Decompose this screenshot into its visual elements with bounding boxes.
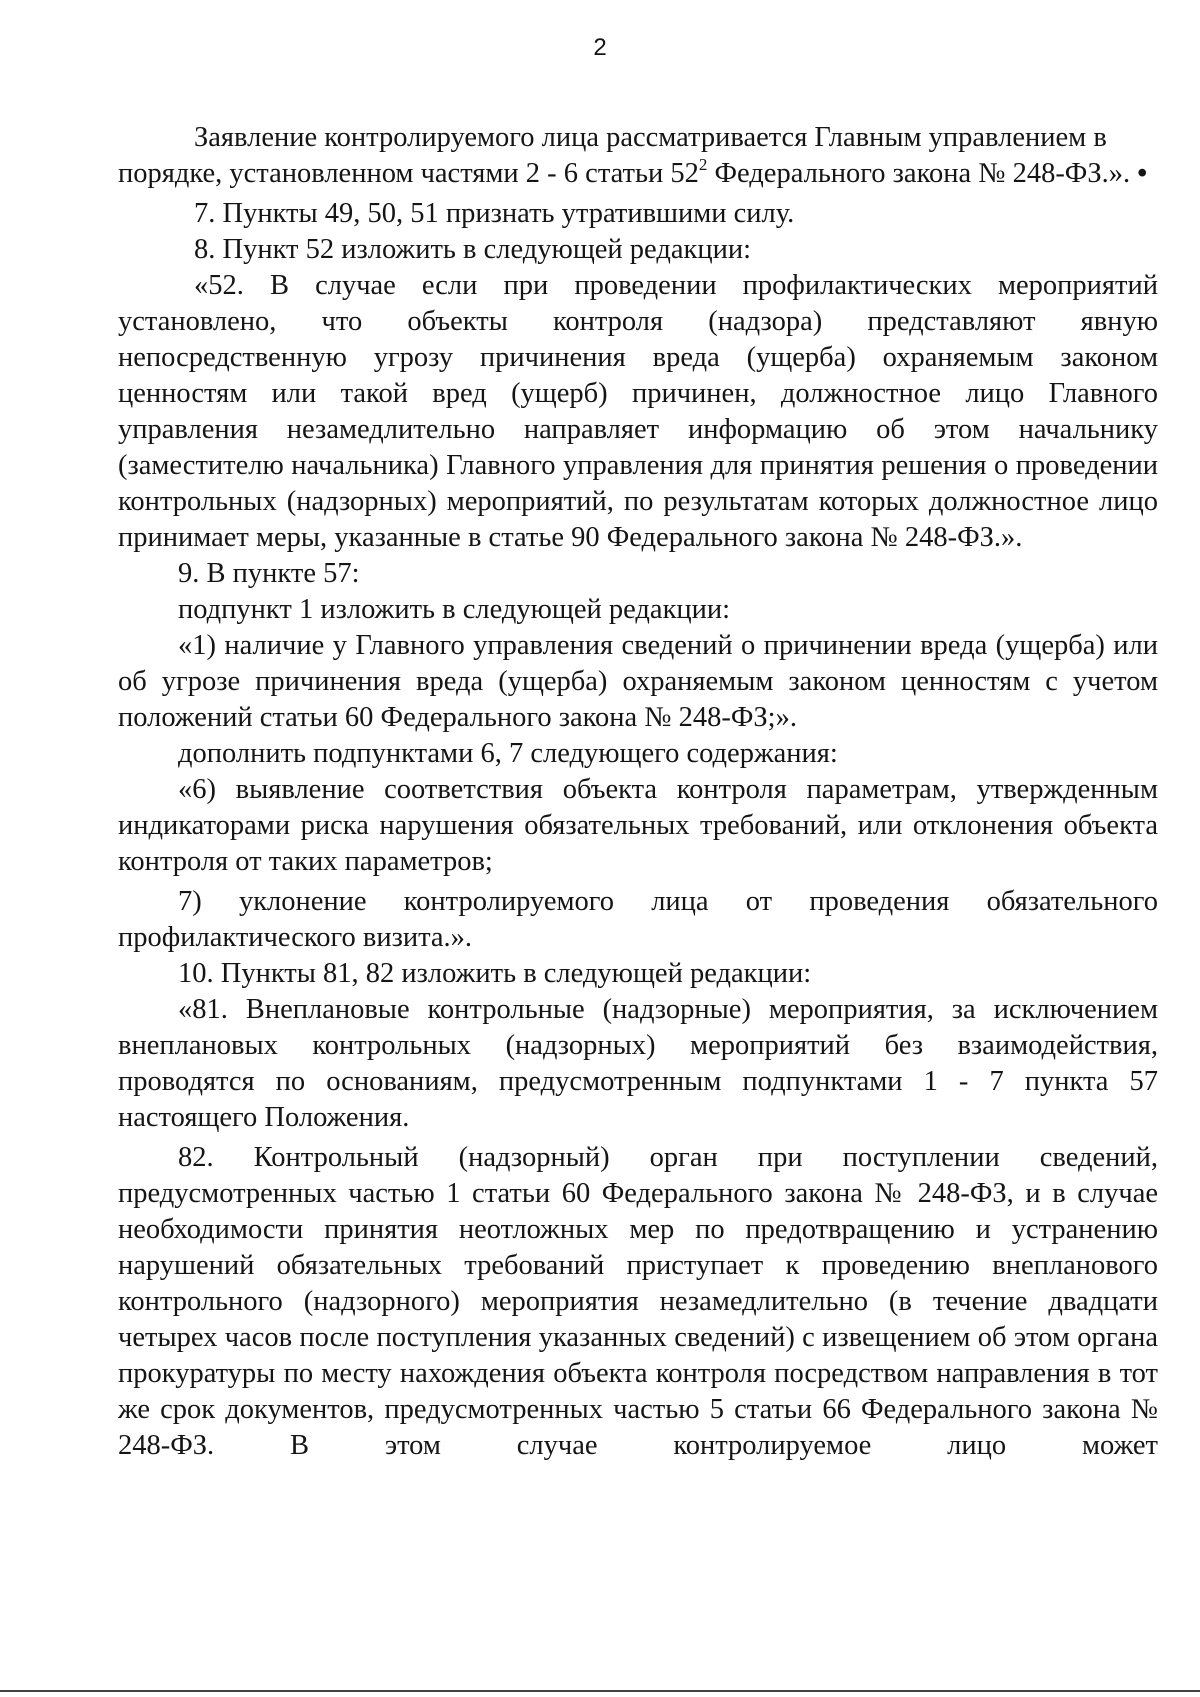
paragraph-statement-review	[118, 120, 1158, 192]
page-number: 2	[593, 34, 607, 61]
superscript: 2	[698, 155, 708, 174]
paragraph-item-9: 9. В пункте 57:	[178, 558, 360, 589]
paragraph-clause-81: «81. Внеплановые контрольные (надзорные) мероприятия, за исключением внеплановых контрольных (надзорных) мероприятий без взаимодействия, проводятся по основаниям, предусмотренным подпунктами 1 - 7 пункта 57 настоящего Положения.	[118, 994, 1158, 1133]
paragraph-item-8: 8. Пункт 52 изложить в следующей редакции:	[194, 234, 751, 265]
paragraph-clause-52: «52. В случае если при проведении профилактических мероприятий установлено, что объекты контроля (надзора) представляют явную непосредственную угрозу причинения вреда (ущерба) охраняемым законом ценностям или такой вред (ущерб) причинен, должностное лицо Главного управления незамедлительно направляет информацию об этом начальнику (заместителю начальника) Главного управления для принятия решения о проведении контрольных (надзорных) мероприятий, по результатам которых должностное лицо принимает меры, указанные в статье 90 Федерального закона № 248-ФЗ.».	[118, 270, 1158, 553]
paragraph-subitem-6: «6) выявление соответствия объекта контроля параметрам, утвержденным индикаторами риска нарушения обязательных требований, или отклонения объекта контроля от таких параметров;	[118, 774, 1158, 877]
paragraph-subitem-7: 7) уклонение контролируемого лица от проведения обязательного профилактического визита.».	[118, 886, 1158, 953]
paragraph-subitems-intro: дополнить подпунктами 6, 7 следующего содержания:	[178, 738, 838, 769]
document-body	[118, 120, 1158, 1464]
paragraph-subitem-1-intro: подпункт 1 изложить в следующей редакции:	[178, 594, 731, 625]
paragraph-text: Заявление контролируемого лица рассматривается Главным управлением в порядке, установленном частями 2 - 6 статьи 52	[118, 122, 1107, 189]
paragraph-clause-82: 82. Контрольный (надзорный) орган при поступлении сведений, предусмотренных частью 1 статьи 60 Федерального закона № 248-ФЗ, и в случае необходимости принятия неотложных мер по предотвращению и устранению нарушений обязательных требований приступает к проведению внепланового контрольного (надзорного) мероприятия незамедлительно (в течение двадцати четырех часов после поступления указанных сведений) с извещением об этом органа прокуратуры по месту нахождения объекта контроля посредством направления в тот же срок документов, предусмотренных частью 5 статьи 66 Федерального закона № 248-ФЗ. В этом случае контролируемое лицо может	[118, 1142, 1158, 1461]
paragraph-text: Федерального закона № 248-ФЗ.».	[707, 158, 1131, 189]
paragraph-item-7: 7. Пункты 49, 50, 51 признать утратившими силу.	[194, 198, 795, 229]
paragraph-item-10: 10. Пункты 81, 82 изложить в следующей редакции:	[178, 958, 812, 989]
bullet-mark: •	[1130, 158, 1148, 189]
scan-edge-line	[0, 1690, 1200, 1692]
paragraph-subitem-1: «1) наличие у Главного управления сведений о причинении вреда (ущерба) или об угрозе причинения вреда (ущерба) охраняемым законом ценностям с учетом положений статьи 60 Федерального закона № 248-ФЗ;».	[118, 630, 1158, 733]
